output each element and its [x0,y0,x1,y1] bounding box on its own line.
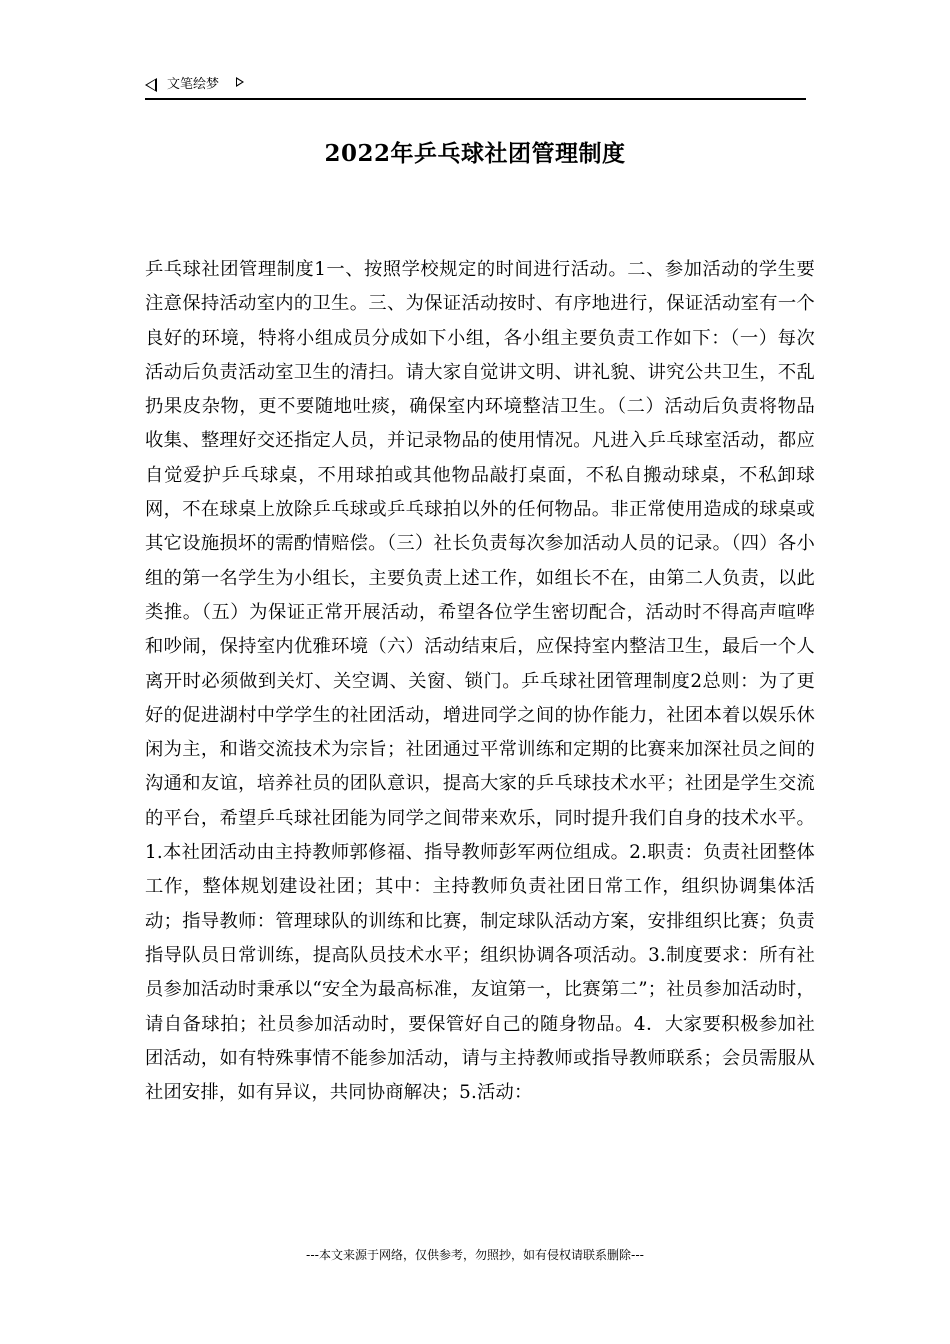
document-body: 乒乓球社团管理制度1一、按照学校规定的时间进行活动。二、参加活动的学生要注意保持活动室内的卫生。三、为保证活动按时、有序地进行，保证活动室有一个良好的环境，特将小组成员分成如下小组，各小组主要负责工作如下：（一）每次活动后负责活动室卫生的清扫。请大家自觉讲文明、讲礼貌、讲究公共卫生，不乱扔果皮杂物，更不要随地吐痰，确保室内环境整洁卫生。（二）活动后负责将物品收集、整理好交还指定人员，并记录物品的使用情况。凡进入乒乓球室活动，都应自觉爱护乒乓球桌，不用球拍或其他物品敲打桌面，不私自搬动球桌，不私卸球网，不在球桌上放除乒乓球或乒乓球拍以外的任何物品。非正常使用造成的球桌或其它设施损坏的需酌情赔偿。（三）社长负责每次参加活动人员的记录。（四）各小组的第一名学生为小组长，主要负责上述工作，如组长不在，由第二人负责，以此类推。（五）为保证正常开展活动，希望各位学生密切配合，活动时不得高声喧哗和吵闹，保持室内优雅环境（六）活动结束后，应保持室内整洁卫生，最后一个人离开时必须做到关灯、关空调、关窗、锁门。乒乓球社团管理制度2总则：为了更好的促进湖村中学学生的社团活动，增进同学之间的协作能力，社团本着以娱乐休闲为主，和谐交流技术为宗旨；社团通过平常训练和定期的比赛来加深社员之间的沟通和友谊，培养社员的团队意识，提高大家的乒乓球技术水平；社团是学生交流的平台，希望乒乓球社团能为同学之间带来欢乐，同时提升我们自身的技术水平。1.本社团活动由主持教师郭修福、指导教师彭军两位组成。2.职责：负责社团整体工作，整体规划建设社团；其中：主持教师负责社团日常工作，组织协调集体活动；指导教师：管理球队的训练和比赛，制定球队活动方案，安排组织比赛；负责指导队员日常训练，提高队员技术水平；组织协调各项活动。3.制度要求：所有社员参加活动时秉承以“安全为最高标准，友谊第一，比赛第二”；社员参加活动时，请自备球拍；社员参加活动时，要保管好自己的随身物品。4．大家要积极参加社团活动，如有特殊事情不能参加活动，请与主持教师或指导教师联系；会员需服从社团安排，如有异议，共同协商解决；5.活动： [145,259,815,1104]
right-triangle-icon [236,77,244,87]
page-header [145,74,806,100]
brand-label: 文笔绘梦 [167,77,220,92]
document-title: 2022年乒乓球社团管理制度 [324,140,626,167]
footer-disclaimer: ---本文来源于网络，仅供参考，勿照抄，如有侵权请联系删除--- [306,1248,644,1262]
left-triangle-icon [145,78,157,92]
